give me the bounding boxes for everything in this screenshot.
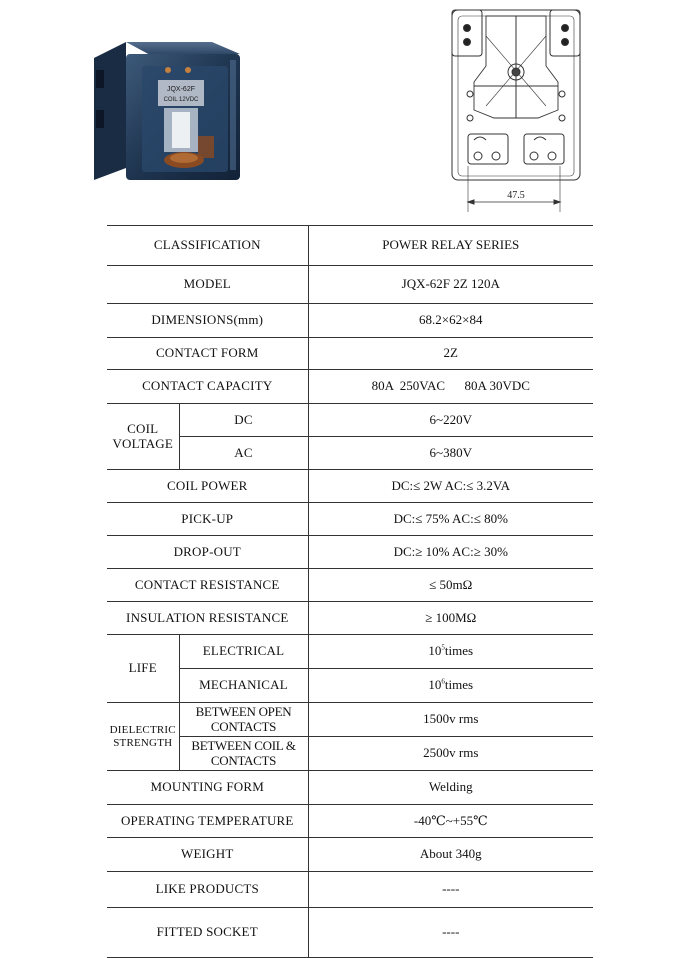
mechanical-exp: 6 — [441, 678, 445, 687]
row-operating-temperature — [107, 805, 593, 838]
row-fitted-socket — [107, 908, 593, 958]
row-label: COIL POWER — [107, 470, 308, 503]
row-value: ≤ 50mΩ — [308, 569, 593, 602]
row-contact-form — [107, 338, 593, 370]
row-drop-out — [107, 536, 593, 569]
row-value: 68.2×62×84 — [308, 304, 593, 338]
electrical-unit: times — [444, 643, 474, 659]
row-value: DC:≤ 75% AC:≤ 80% — [308, 503, 593, 536]
row-value: JQX-62F 2Z 120A — [308, 266, 593, 304]
row-label: CONTACT CAPACITY — [107, 370, 308, 404]
row-value: -40℃~+55℃ — [308, 805, 593, 838]
spec-table — [107, 225, 593, 958]
row-label: WEIGHT — [107, 838, 308, 872]
row-dimensions — [107, 304, 593, 338]
row-value: ---- — [308, 872, 593, 908]
row-label: DROP-OUT — [107, 536, 308, 569]
row-label: PICK-UP — [107, 503, 308, 536]
row-value: 2Z — [308, 338, 593, 370]
row-label: CONTACT FORM — [107, 338, 308, 370]
ac-label: AC — [179, 437, 308, 470]
relay-photo — [92, 40, 252, 190]
row-life-mechanical — [107, 669, 593, 703]
electrical-base: 10 — [428, 643, 442, 659]
dc-value: 6~220V — [308, 404, 593, 437]
row-label: CLASSIFICATION — [107, 226, 308, 266]
row-coil-voltage-ac — [107, 437, 593, 470]
row-value: ---- — [308, 908, 593, 958]
row-value: POWER RELAY SERIES — [308, 226, 593, 266]
row-label: MOUNTING FORM — [107, 771, 308, 805]
dielectric-label — [107, 703, 179, 771]
dimension-label: 47.5 — [507, 190, 525, 201]
row-label: LIKE PRODUCTS — [107, 872, 308, 908]
electrical-exp: 5 — [441, 644, 445, 653]
open-contacts-label: BETWEEN OPEN CONTACTS — [179, 703, 308, 737]
dielectric-label-line1: DIELECTRIC — [109, 724, 176, 737]
ac-value: 6~380V — [308, 437, 593, 470]
mechanical-label: MECHANICAL — [179, 669, 308, 703]
row-coil-power — [107, 470, 593, 503]
electrical-value — [308, 635, 593, 669]
row-label: DIMENSIONS(mm) — [107, 304, 308, 338]
row-life-electrical — [107, 635, 593, 669]
row-value: ≥ 100MΩ — [308, 602, 593, 635]
row-value: 80A 250VAC 80A 30VDC — [308, 370, 593, 404]
row-weight — [107, 838, 593, 872]
relay-label-coil: COIL 12VDC — [163, 97, 199, 103]
row-coil-voltage-dc — [107, 404, 593, 437]
coil-voltage-label-line2: VOLTAGE — [112, 435, 174, 451]
mechanical-value — [308, 669, 593, 703]
row-label: MODEL — [107, 266, 308, 304]
row-mounting-form — [107, 771, 593, 805]
mounting-drawing — [446, 6, 586, 216]
electrical-label: ELECTRICAL — [179, 635, 308, 669]
mechanical-base: 10 — [428, 677, 442, 693]
dc-label: DC — [179, 404, 308, 437]
row-value: About 340g — [308, 838, 593, 872]
coil-voltage-label — [107, 404, 179, 470]
row-value: Welding — [308, 771, 593, 805]
life-label: LIFE — [107, 635, 179, 703]
relay-label-model: JQX-62F — [166, 86, 196, 93]
row-label: FITTED SOCKET — [107, 908, 308, 958]
row-classification — [107, 226, 593, 266]
row-pick-up — [107, 503, 593, 536]
row-label: CONTACT RESISTANCE — [107, 569, 308, 602]
row-contact-resistance — [107, 569, 593, 602]
coil-contacts-value: 2500v rms — [308, 737, 593, 771]
coil-voltage-label-line1: COIL — [127, 421, 159, 437]
row-value: DC:≥ 10% AC:≥ 30% — [308, 536, 593, 569]
row-insulation-resistance — [107, 602, 593, 635]
row-label: INSULATION RESISTANCE — [107, 602, 308, 635]
row-dielectric-coil — [107, 737, 593, 771]
open-contacts-value: 1500v rms — [308, 703, 593, 737]
mechanical-unit: times — [444, 677, 474, 693]
row-like-products — [107, 872, 593, 908]
row-contact-capacity — [107, 370, 593, 404]
dielectric-label-line2: STRENGTH — [113, 736, 173, 749]
row-value: DC:≤ 2W AC:≤ 3.2VA — [308, 470, 593, 503]
row-dielectric-open — [107, 703, 593, 737]
row-label: OPERATING TEMPERATURE — [107, 805, 308, 838]
row-model — [107, 266, 593, 304]
coil-contacts-label: BETWEEN COIL & CONTACTS — [179, 737, 308, 771]
